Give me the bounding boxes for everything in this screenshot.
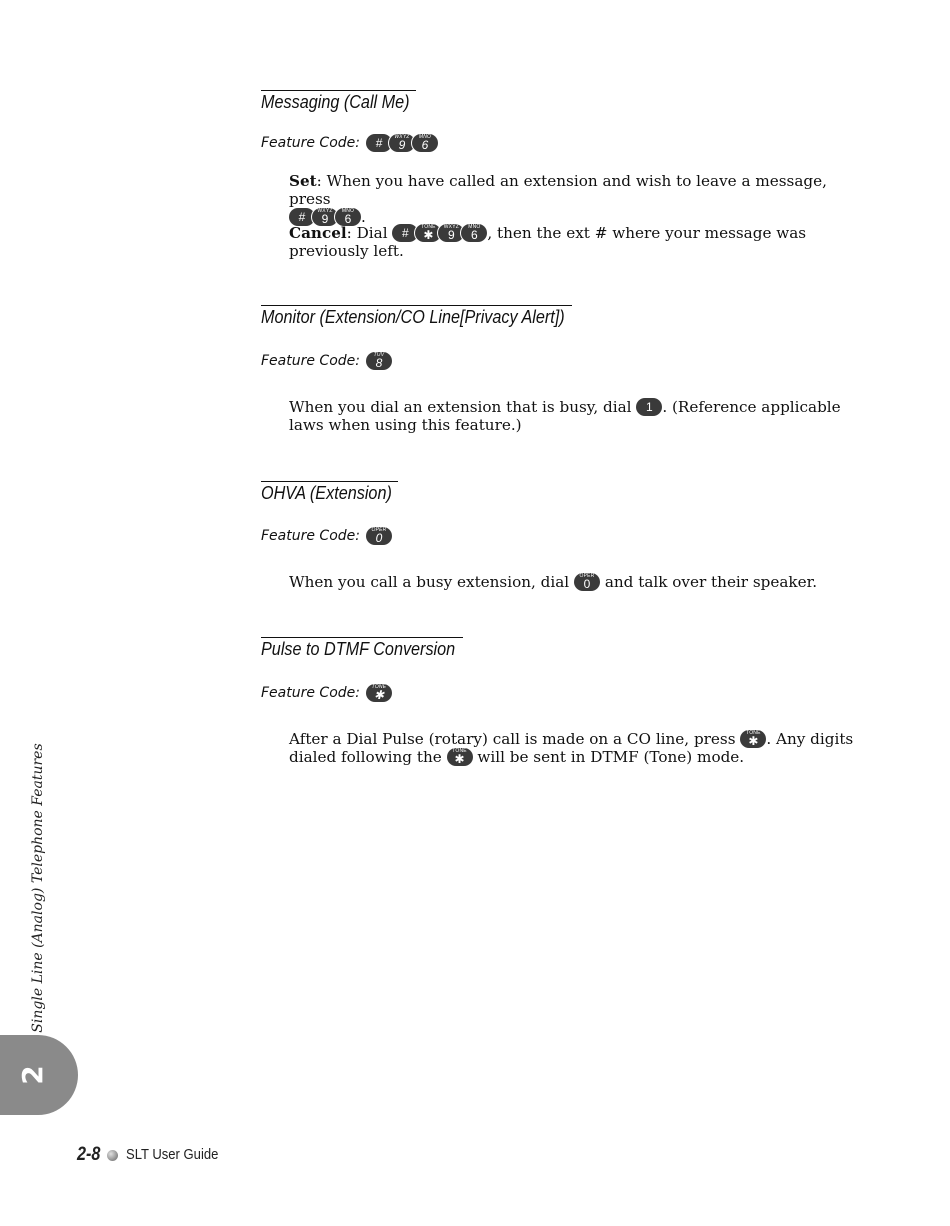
section-heading-ohva: OHVA (Extension) [261,483,392,503]
pulse-text-cont: . Any digits dialed following the [289,730,854,766]
ohva-text-cont: and talk over their speaker. [604,573,818,591]
pulse-text-end: will be sent in DTMF (Tone) mode. [477,748,745,766]
section-rule [261,305,572,306]
six-key-icon: MNO 6 [412,134,438,152]
chapter-number: 2 [16,1065,49,1085]
section-heading-messaging: Messaging (Call Me) [261,92,410,112]
set-instruction: Set: When you have called an extension and wish to leave a message, press # WXYZ 9 MNO 6 . [289,172,827,226]
zero-key-icon: OPER 0 [574,573,600,591]
hash-key-icon: # [366,134,392,152]
ohva-text: When you call a busy extension, dial [289,573,570,591]
key-sequence [636,398,662,416]
set-text: : When you have called an extension and wish to leave a message, press [289,172,827,208]
feature-code-pulse-dtmf [261,684,392,702]
cancel-instruction [289,224,869,260]
section-heading-monitor: Monitor (Extension/CO Line[Privacy Alert]) [261,307,565,327]
key-sequence [574,573,600,591]
monitor-text: When you dial an extension that is busy, dial [289,398,632,416]
page-number: 2-8 [77,1144,101,1165]
star-key-icon: TONE ✱ [447,748,473,766]
monitor-text-cont: . (Reference applicable laws when using this feature.) [289,398,841,434]
six-key-icon: MNO 6 [335,208,361,226]
nine-key-icon: WXYZ 9 [312,208,338,226]
key-sequence [392,224,487,242]
feature-code-monitor [261,352,392,370]
set-label: Set [289,172,317,190]
feature-code-label: Feature Code: [261,135,360,151]
key-sequence [366,684,392,702]
bullet-icon [107,1150,118,1161]
key-sequence [740,730,766,748]
chapter-title: Single Line (Analog) Telephone Features [30,743,46,1033]
nine-key-icon: WXYZ 9 [438,224,464,242]
six-key-icon: MNO 6 [461,224,487,242]
feature-code-label: Feature Code: [261,685,360,701]
monitor-instruction [289,398,869,434]
page-footer [77,1144,229,1166]
feature-code-messaging [261,134,438,152]
cancel-label: Cancel [289,224,347,242]
feature-code-label: Feature Code: [261,353,360,369]
key-sequence [447,748,473,766]
star-key-icon: TONE ✱ [415,224,441,242]
section-rule [261,90,416,91]
key-sequence [366,352,392,370]
star-key-icon: TONE ✱ [366,684,392,702]
hash-key-icon: # [392,224,418,242]
guide-title: SLT User Guide [126,1147,219,1163]
ohva-instruction [289,573,869,591]
feature-code-label: Feature Code: [261,528,360,544]
key-sequence [366,134,438,152]
pulse-text: After a Dial Pulse (rotary) call is made on a CO line, press [289,730,736,748]
star-key-icon: TONE ✱ [740,730,766,748]
section-heading-pulse-dtmf: Pulse to DTMF Conversion [261,639,456,659]
cancel-text: : Dial [346,224,388,242]
section-rule [261,637,463,638]
cancel-text-cont: , then the ext # where your message was previously left. [289,224,807,260]
hash-key-icon: # [289,208,315,226]
key-sequence [366,527,392,545]
eight-key-icon: TUV 8 [366,352,392,370]
one-key-icon: 1 [636,398,662,416]
pulse-dtmf-instruction [289,730,869,766]
zero-key-icon: OPER 0 [366,527,392,545]
section-rule [261,481,398,482]
nine-key-icon: WXYZ 9 [389,134,415,152]
feature-code-ohva [261,527,392,545]
